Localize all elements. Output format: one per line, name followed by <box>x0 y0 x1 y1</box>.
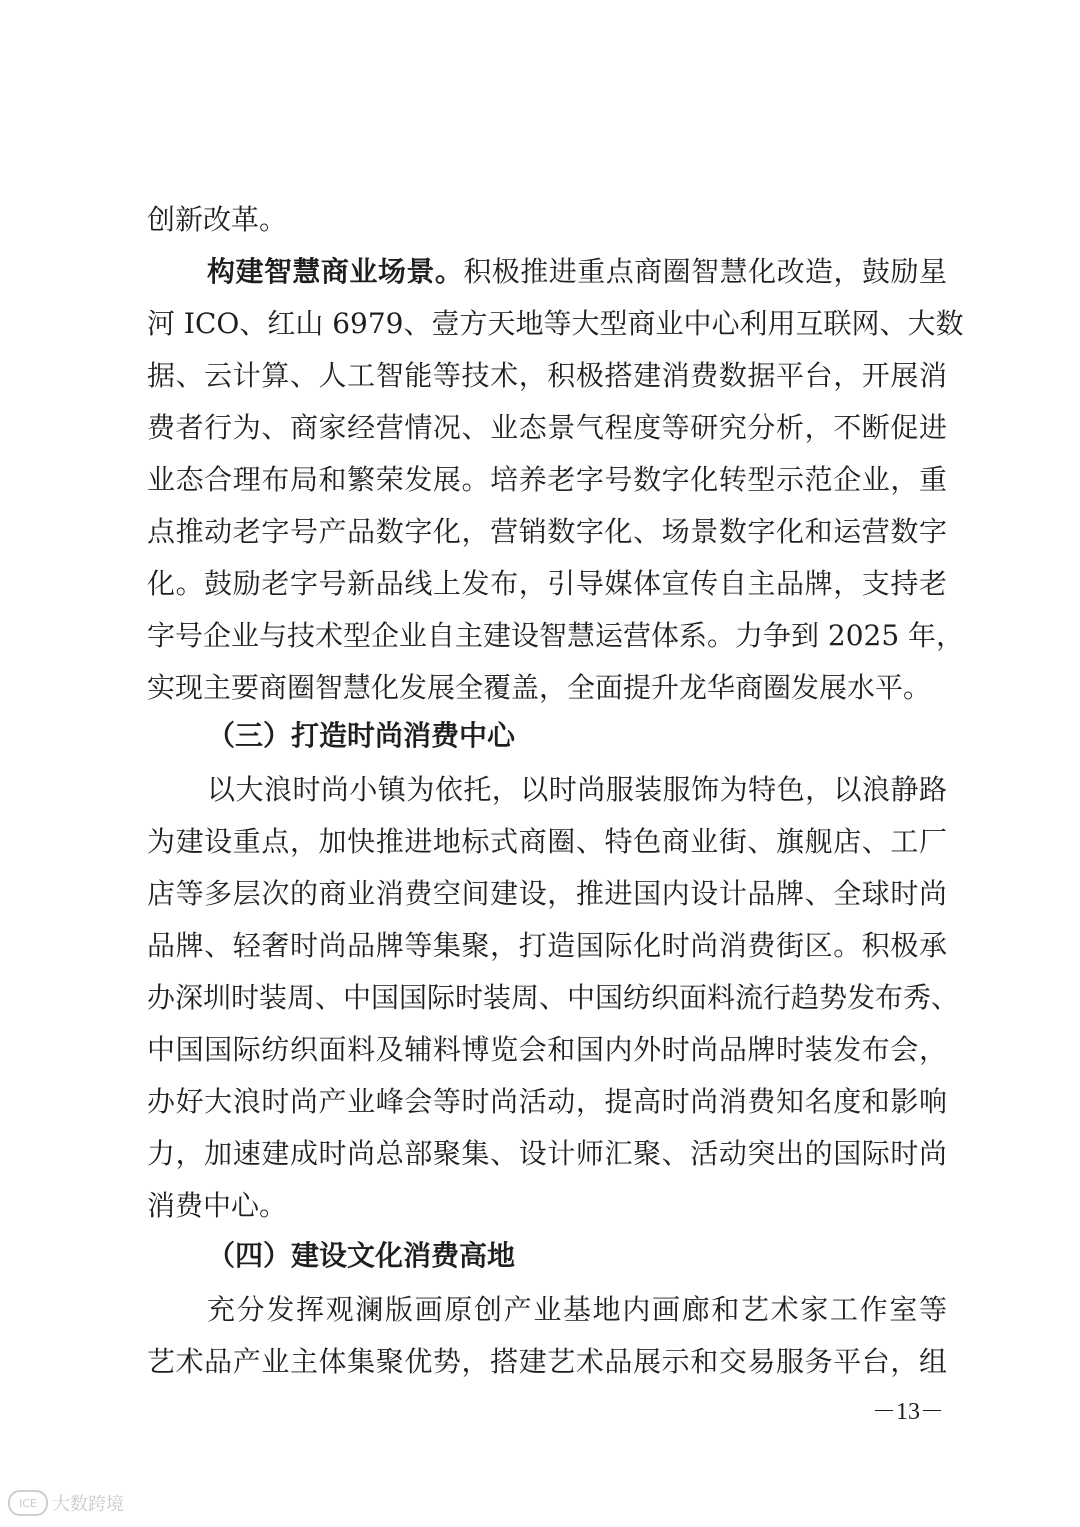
text-line: 字号企业与技术型企业自主建设智慧运营体系。力争到 2025 年， <box>147 619 965 652</box>
bold-lead: 构建智慧商业场景。 <box>207 255 464 288</box>
watermark-text: 大数跨境 <box>52 1494 124 1515</box>
text-line: 为建设重点，加快推进地标式商圈、特色商业街、旗舰店、工厂 <box>147 825 947 858</box>
text-line: 办深圳时装周、中国国际时装周、中国纺织面料流行趋势发布秀、 <box>147 981 960 1014</box>
page-number: －13－ <box>872 1399 944 1425</box>
text-line: 据、云计算、人工智能等技术，积极搭建消费数据平台，开展消 <box>147 359 947 392</box>
watermark <box>8 1488 124 1518</box>
text-line: 创新改革。 <box>147 203 288 236</box>
text-line: 办好大浪时尚产业峰会等时尚活动，提高时尚消费知名度和影响 <box>147 1085 947 1118</box>
text-line: 充分发挥观澜版画原创产业基地内画廊和艺术家工作室等 <box>207 1293 947 1326</box>
text-line: 艺术品产业主体集聚优势，搭建艺术品展示和交易服务平台，组 <box>147 1345 947 1378</box>
section-heading: （三）打造时尚消费中心 <box>207 719 516 752</box>
text-line: 河 ICO、红山 6979、壹方天地等大型商业中心利用互联网、大数 <box>147 307 964 340</box>
text-line: 费者行为、商家经营情况、业态景气程度等研究分析，不断促进 <box>147 411 947 444</box>
text-line: 力，加速建成时尚总部聚集、设计师汇聚、活动突出的国际时尚 <box>147 1137 947 1170</box>
watermark-logo-icon: ICE <box>8 1490 48 1516</box>
text-line: 消费中心。 <box>147 1189 288 1222</box>
text-line: 中国国际纺织面料及辅料博览会和国内外时尚品牌时装发布会， <box>147 1033 947 1066</box>
text-line: 品牌、轻奢时尚品牌等集聚，打造国际化时尚消费街区。积极承 <box>147 929 947 962</box>
text-line <box>207 252 947 292</box>
text-line: 点推动老字号产品数字化，营销数字化、场景数字化和运营数字 <box>147 515 947 548</box>
text-line: 业态合理布局和繁荣发展。培养老字号数字化转型示范企业，重 <box>147 463 947 496</box>
text-line: 实现主要商圈智慧化发展全覆盖，全面提升龙华商圈发展水平。 <box>147 671 932 704</box>
section-heading: （四）建设文化消费高地 <box>207 1239 516 1272</box>
text-line: 以大浪时尚小镇为依托，以时尚服装服饰为特色，以浪静路 <box>207 773 947 806</box>
text-span: 积极推进重点商圈智慧化改造，鼓励星 <box>463 255 947 288</box>
text-line: 店等多层次的商业消费空间建设，推进国内设计品牌、全球时尚 <box>147 877 947 910</box>
text-line: 化。鼓励老字号新品线上发布，引导媒体宣传自主品牌，支持老 <box>147 567 947 600</box>
